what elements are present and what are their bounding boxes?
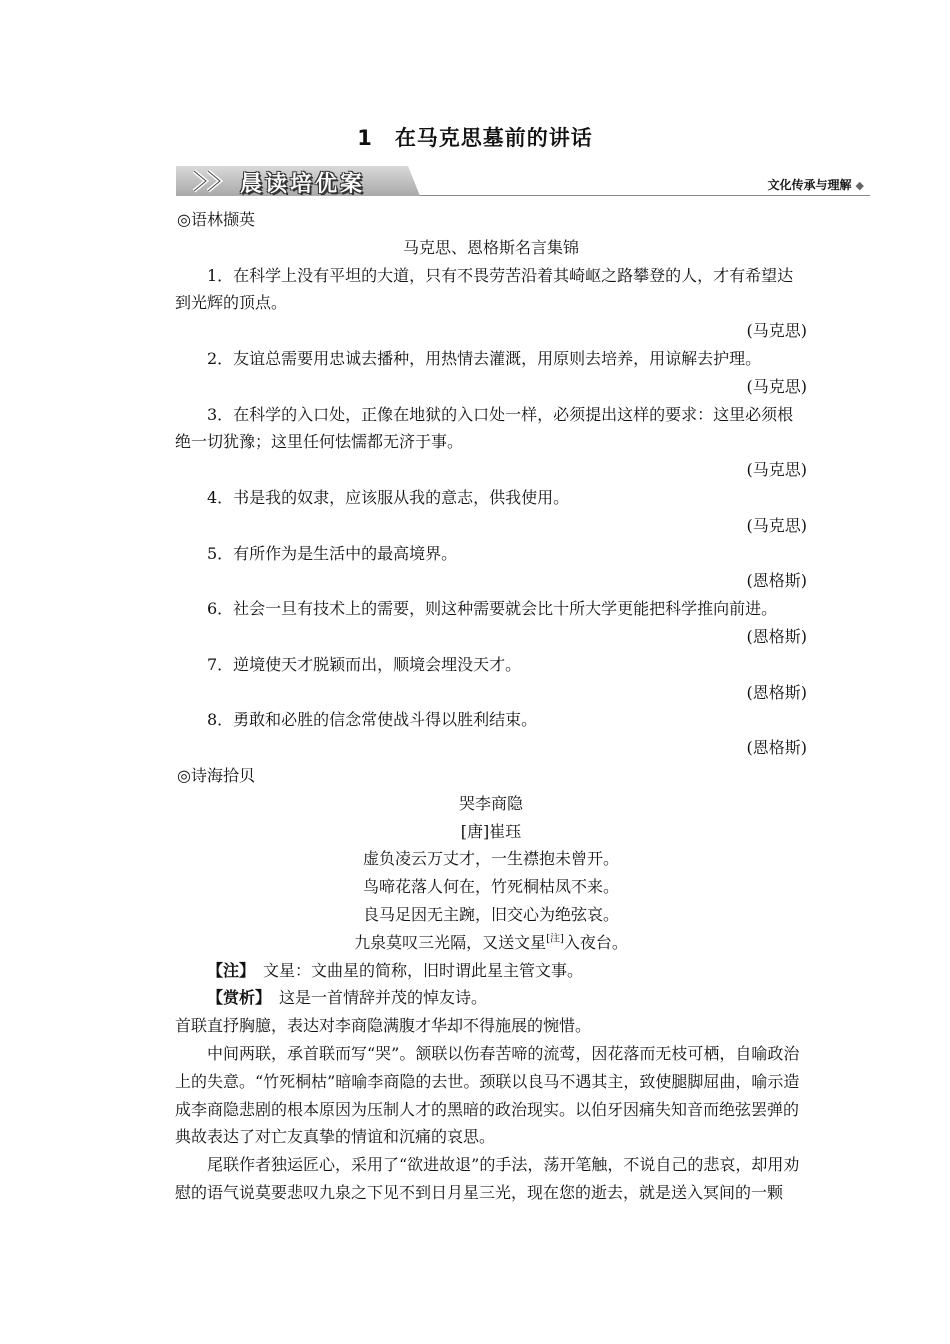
poem-author: [唐]崔珏 [460, 821, 522, 841]
double-chevron-icon [190, 168, 234, 194]
quote-text: 6．社会一旦有技术上的需要，则这种需要就会比十所大学更能把科学推向前进。 [207, 599, 778, 619]
title-text: 在马克思墓前的讲话 [394, 126, 593, 150]
content-body [175, 206, 807, 1207]
note-marker: [注] [546, 933, 564, 945]
quote-author: (恩格斯) [746, 571, 807, 591]
poem-line-last [175, 929, 807, 957]
banner-label: 晨读培优案 [240, 172, 366, 197]
quote-text: 5．有所作为是生活中的最高境界。 [207, 543, 458, 563]
poem-title: 哭李商隐 [458, 793, 523, 813]
quote-text: 7．逆境使天才脱颖而出，顺境会埋没天才。 [207, 654, 522, 674]
analysis-paragraph: 中间两联，承首联而写“哭”。颔联以伤春苦啼的流莺，因花落而无枝可栖，自喻政治上的失意。“竹死桐枯”暗喻李商隐的去世。颈联以良马不遇其主，致使腿脚屈曲，喻示造成李商隐悲剧的根本原因为压制人才的黑暗的政治现实。以伯牙因痛失知音而绝弦罢弹的典故表达了对亡友真挚的情谊和沉痛的哀思。 [175, 1043, 800, 1147]
quote-text: 1．在科学上没有平坦的大道，只有不畏劳苦沿着其崎岖之路攀登的人，才有希望达到光辉的顶点。 [175, 265, 794, 313]
quote-author: (马克思) [746, 460, 807, 480]
quote-text: 3．在科学的入口处，正像在地狱的入口处一样，必须提出这样的要求：这里必须根绝一切犹豫；这里任何怯懦都无济于事。 [175, 404, 794, 452]
quote-author: (马克思) [746, 515, 807, 535]
quote-list [175, 262, 807, 762]
quote-text: 2．友谊总需要用忠诚去播种，用热情去灌溉，用原则去培养，用谅解去护理。 [207, 348, 762, 368]
title-number: 1 [357, 126, 373, 150]
appreciation-label: 【赏析】 [207, 988, 264, 1008]
note-text: 文星：文曲星的简称，旧时谓此星主管文事。 [247, 960, 584, 980]
quote-author: (马克思) [746, 376, 807, 396]
poem-appreciation [175, 984, 807, 1012]
quote-author: (恩格斯) [746, 738, 807, 758]
section-banner [176, 166, 870, 198]
analysis-paragraph: 首联直抒胸臆，表达对李商隐满腹才华却不得施展的惋惜。 [175, 1016, 592, 1036]
poem-line: 鸟啼花落人何在，竹死桐枯凤不来。 [362, 877, 619, 897]
banner-category [768, 176, 864, 193]
poem-note [175, 957, 807, 985]
appreciation-text: 这是一首情辞并茂的悼友诗。 [263, 988, 488, 1008]
quote-author: (恩格斯) [746, 626, 807, 646]
quote-text: 4．书是我的奴隶，应该服从我的意志，供我使用。 [207, 487, 570, 507]
diamond-icon: ◆ [855, 179, 864, 192]
note-label: 【注】 [207, 960, 248, 980]
quote-author: (恩格斯) [746, 682, 807, 702]
quote-author: (马克思) [746, 321, 807, 341]
poem-line: 良马足因无主踠，旧交心为绝弦哀。 [362, 904, 619, 924]
analysis-paragraph: 尾联作者独运匠心，采用了“欲进故退”的手法，荡开笔触，不说自己的悲哀，却用劝慰的语气说莫要悲叹九泉之下见不到日月星三光，现在您的逝去，就是送入冥间的一颗 [175, 1155, 800, 1202]
quote-text: 8．勇敢和必胜的信念常使战斗得以胜利结束。 [207, 710, 538, 730]
poem-line-part: 入夜台。 [563, 932, 628, 952]
page-title [0, 122, 950, 152]
section-heading-poem: ◎诗海拾贝 [177, 765, 255, 785]
poem-line: 虚负凌云万丈才，一生襟抱未曾开。 [362, 849, 619, 869]
poem-line-part: 九泉莫叹三光隔，又送文星 [354, 932, 547, 952]
banner-category-text: 文化传承与理解 [767, 178, 852, 192]
quotes-subtitle: 马克思、恩格斯名言集锦 [402, 237, 579, 257]
section-heading-quotes: ◎语林撷英 [177, 210, 255, 229]
